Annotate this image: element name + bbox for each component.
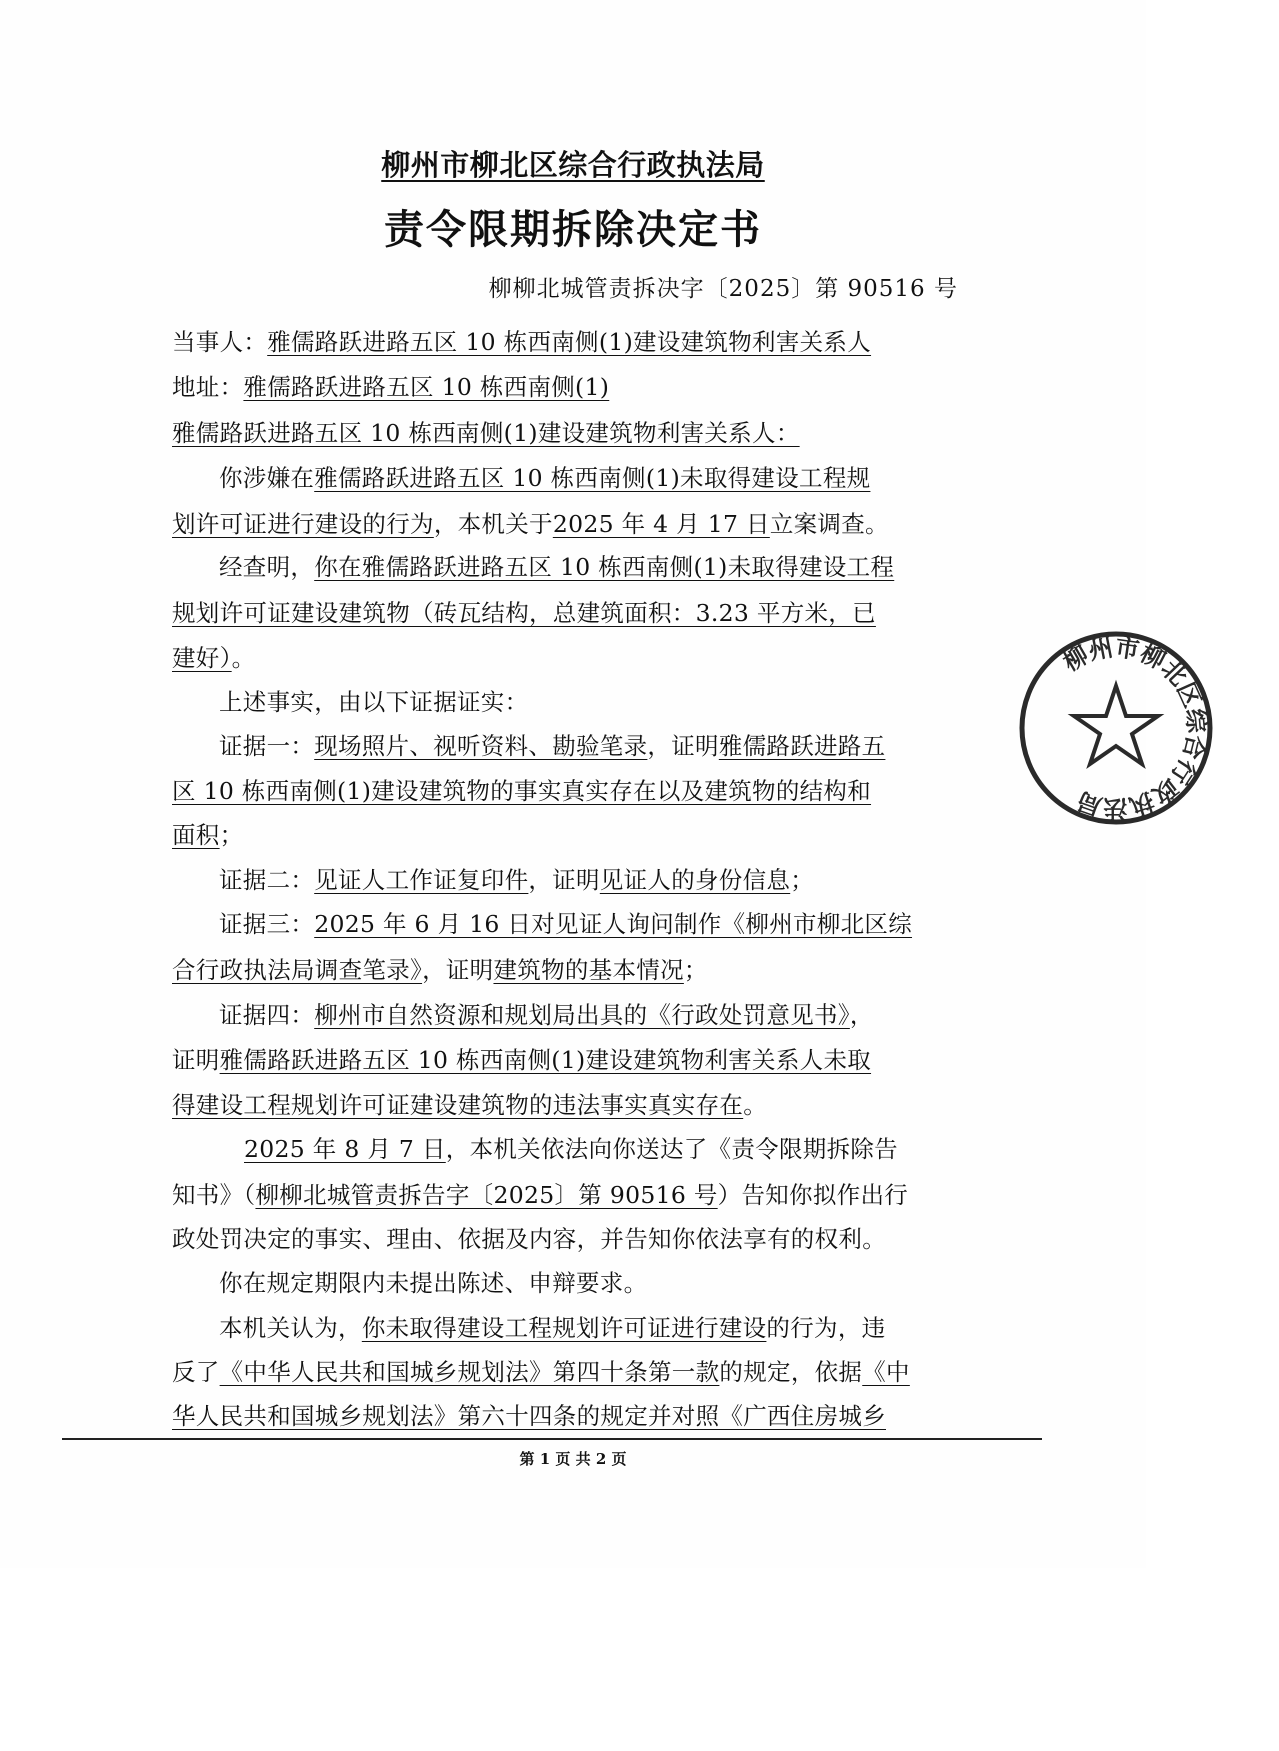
text-span: 建筑物的基本情况: [493, 956, 684, 984]
paragraph-7-line-3: 华人民共和国城乡规划法》第六十四条的规定并对照《广西住房城乡: [172, 1402, 886, 1430]
text-span: 你未取得建设工程规划许可证进行建设: [361, 1314, 767, 1342]
issuing-agency: 柳州市柳北区综合行政执法局: [381, 148, 765, 182]
page-indicator: 第 1 页 共 2 页: [519, 1450, 627, 1468]
salutation: 雅儒路跃进路五区 10 栋西南侧(1)建设建筑物利害关系人：: [172, 419, 800, 447]
text-span: 2025 年 8 月 7 日: [244, 1135, 446, 1163]
text-span: 建好）: [172, 644, 232, 672]
document-title: 责令限期拆除决定书: [384, 207, 762, 253]
paragraph-5-line-3: 政处罚决定的事实、理由、依据及内容，并告知你依法享有的权利。: [172, 1225, 886, 1253]
text-span: 。: [231, 644, 256, 672]
text-span: ；: [790, 866, 815, 894]
evidence-4-line-1: [172, 1000, 1009, 1030]
text-span: 2025 年 6 月 16 日对见证人询问制作《柳州市柳北区综: [314, 910, 913, 938]
party-value: 雅儒路跃进路五区 10 栋西南侧(1)建设建筑物利害关系人: [267, 328, 872, 356]
text-span: 2025 年 4 月 17 日: [552, 510, 770, 538]
text-span: 柳柳北城管责拆告字〔2025〕第 90516 号: [255, 1181, 718, 1209]
evidence-4-line-2: [172, 1045, 962, 1075]
text-span: 立案调查。: [769, 510, 889, 538]
official-seal-icon: [1016, 628, 1216, 828]
text-span: 证明: [172, 1046, 220, 1074]
address-value: 雅儒路跃进路五区 10 栋西南侧(1): [243, 373, 610, 401]
text-span: 现场照片、视听资料、勘验笔录: [314, 732, 648, 760]
paragraph-2-line-1: [172, 552, 1009, 582]
text-span: 知书》（: [172, 1181, 256, 1209]
text-span: 雅儒路跃进路五区 10 栋西南侧(1)未取得建设工程规: [314, 464, 871, 492]
text-span: 反了: [172, 1358, 220, 1386]
seal-star-icon: [1074, 686, 1158, 764]
evidence-3-line-2: [172, 955, 962, 985]
paragraph-7-line-1: [172, 1313, 1009, 1343]
text-span: 你在雅儒路跃进路五区 10 栋西南侧(1)未取得建设工程: [314, 553, 895, 581]
party-label: 当事人：: [172, 328, 268, 356]
text-span: 雅儒路跃进路五区 10 栋西南侧(1)建设建筑物利害关系人未取: [219, 1046, 872, 1074]
text-span: ，证明: [528, 866, 600, 894]
footer-rule: [62, 1438, 1042, 1440]
text-span: ；: [219, 821, 244, 849]
text-span: ，证明: [647, 732, 719, 760]
paragraph-2-line-2: 规划许可证建设建筑物（砖瓦结构，总建筑面积：3.23 平方米，已: [172, 599, 876, 627]
text-span: 《中: [862, 1358, 910, 1386]
text-span: 面积: [172, 821, 220, 849]
text-span: 证据三：: [219, 910, 315, 938]
paragraph-6: 你在规定期限内未提出陈述、申辩要求。: [219, 1269, 648, 1297]
text-span: ，证明: [422, 956, 494, 984]
evidence-2: [172, 865, 1009, 895]
evidence-3-line-1: [172, 909, 1009, 939]
text-span: 经查明，: [219, 553, 315, 581]
text-span: 见证人的身份信息: [599, 866, 791, 894]
text-span: 合行政执法局调查笔录》: [172, 956, 423, 984]
text-span: 《中华人民共和国城乡规划法》第四十条第一款: [219, 1358, 720, 1386]
text-span: 证据一：: [219, 732, 315, 760]
text-span: 的规定，依据: [719, 1358, 863, 1386]
text-span: 你涉嫌在: [219, 464, 315, 492]
text-span: ，本机关依法向你送达了《责令限期拆除告: [445, 1135, 898, 1163]
text-span: 雅儒路跃进路五: [718, 732, 886, 760]
paragraph-2-line-3: [172, 643, 962, 673]
evidence-1-line-1: [172, 731, 1009, 761]
text-span: 证据四：: [219, 1001, 315, 1029]
paragraph-1-line-2: [172, 509, 962, 539]
address-label: 地址：: [172, 373, 244, 401]
text-span: ；: [683, 956, 708, 984]
text-span: 。: [743, 1091, 768, 1119]
paragraph-5-line-2: [172, 1180, 962, 1210]
text-span: 本机关认为，: [219, 1314, 362, 1342]
text-span: 柳州市自然资源和规划局出具的《行政处罚意见书》: [314, 1001, 850, 1029]
text-span: ，: [849, 1001, 874, 1029]
text-span: ，本机关于: [433, 510, 553, 538]
paragraph-7-line-2: [172, 1357, 962, 1387]
document-number: 柳柳北城管责拆决字〔2025〕第 90516 号: [488, 276, 958, 302]
text-span: 证据二：: [219, 866, 315, 894]
text-span: 的行为，违: [766, 1314, 886, 1342]
evidence-1-line-3: [172, 820, 962, 850]
text-span: 得建设工程规划许可证建设建筑物的违法事实真实存在: [172, 1091, 744, 1119]
evidence-4-line-3: [172, 1090, 962, 1120]
party-line: [172, 327, 962, 357]
text-span: ）告知你拟作出行: [717, 1181, 909, 1209]
text-span: 划许可证进行建设的行为: [172, 510, 434, 538]
paragraph-1-line-1: [172, 463, 1009, 493]
evidence-1-line-2: 区 10 栋西南侧(1)建设建筑物的事实真实存在以及建筑物的结构和: [172, 777, 872, 805]
text-span: 见证人工作证复印件: [314, 866, 529, 894]
paragraph-5-line-1: [172, 1134, 1034, 1164]
address-line: [172, 372, 962, 402]
seal-text: 柳州市柳北区综合行政执法局: [1058, 633, 1211, 823]
evidence-intro: 上述事实，由以下证据证实：: [219, 688, 529, 716]
